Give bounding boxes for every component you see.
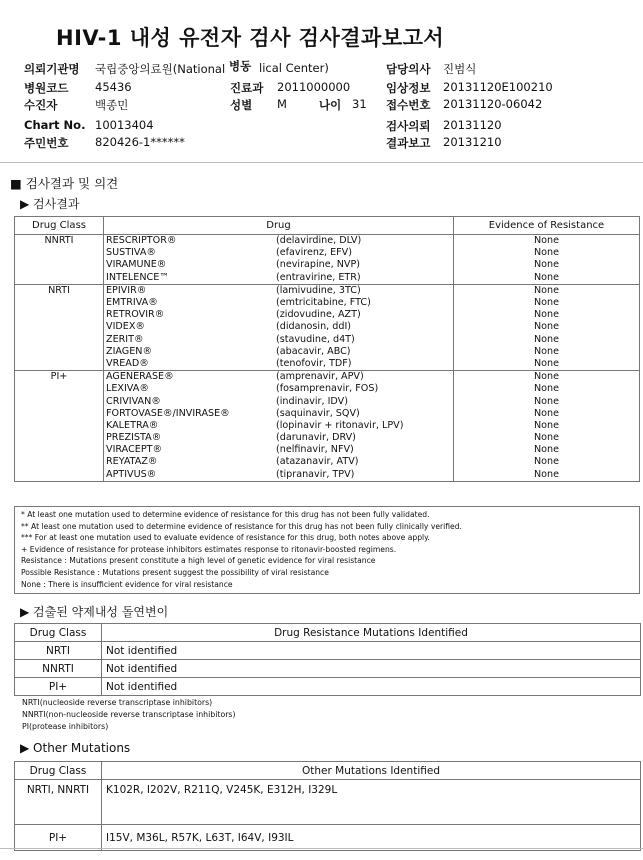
drug-brand-cell: KALETRA® bbox=[106, 419, 159, 431]
rrn-value: 820426-1****** bbox=[95, 135, 185, 149]
hospital-overlap: 병동 bbox=[229, 59, 252, 73]
evidence-cell: None bbox=[454, 297, 640, 309]
other-class-cell: NRTI, NNRTI bbox=[15, 780, 102, 825]
note-line: + Evidence of resistance for protease inhibitors estimates response to ritonavir-boosted regimens. bbox=[21, 544, 397, 554]
table-row bbox=[15, 334, 640, 346]
hosp-code-value: 45436 bbox=[95, 80, 132, 94]
sex-value: M bbox=[277, 97, 287, 111]
drug-class-cell bbox=[15, 383, 104, 395]
drug-brand-cell: PREZISTA® bbox=[106, 432, 162, 444]
clinical-label: 임상정보 bbox=[386, 81, 431, 95]
dept-value: 2011000000 bbox=[277, 80, 351, 94]
table-row bbox=[15, 272, 640, 285]
table-row bbox=[15, 309, 640, 321]
note-line: None : There is insufficient evidence for viral resistance bbox=[21, 579, 233, 589]
note-line: Possible Resistance : Mutations present suggest the possibility of viral resistance bbox=[21, 567, 329, 577]
table-row bbox=[15, 371, 640, 384]
resistance-table bbox=[14, 216, 640, 482]
mutations-header-row bbox=[15, 624, 641, 642]
drug-generic-cell: (nelfinavir, NFV) bbox=[276, 444, 354, 456]
drug-brand-cell: EPIVIR® bbox=[106, 284, 147, 296]
section-title: ■ 검사결과 및 의견 bbox=[10, 176, 119, 191]
drug-generic-cell: (tipranavir, TPV) bbox=[276, 469, 454, 482]
drug-class-cell bbox=[15, 247, 104, 259]
drug-class-cell bbox=[15, 309, 104, 321]
patient-info-header bbox=[0, 50, 643, 163]
chart-label: Chart No. bbox=[24, 118, 86, 132]
drug-brand-cell: CRIVIVAN® bbox=[106, 395, 161, 407]
abbreviation-line: NRTI(nucleoside reverse transcriptase inhibitors) bbox=[22, 698, 213, 707]
table-row bbox=[15, 297, 640, 309]
table-row bbox=[15, 395, 640, 407]
report-label: 결과보고 bbox=[386, 136, 431, 150]
abbreviation-line: PI(protease inhibitors) bbox=[22, 722, 109, 731]
table-row bbox=[15, 321, 640, 333]
drug-brand-cell: FORTOVASE®/INVIRASE® bbox=[106, 407, 230, 419]
hospital-tail: lical Center) bbox=[259, 61, 329, 75]
other-header-row bbox=[15, 762, 641, 780]
drug-brand-cell: REYATAZ® bbox=[106, 456, 158, 468]
other-value-cell: K102R, I202V, R211Q, V245K, E312H, I329L bbox=[102, 780, 641, 825]
drug-brand-cell: LEXIVA® bbox=[106, 383, 149, 395]
mut-value-cell: Not identified bbox=[102, 678, 641, 696]
mut-value-cell: Not identified bbox=[102, 660, 641, 678]
drug-brand-cell: ZIAGEN® bbox=[106, 345, 153, 357]
bottom-divider bbox=[0, 848, 643, 849]
table-row bbox=[15, 358, 640, 371]
col-drug-class: Drug Class bbox=[15, 217, 104, 235]
receipt-label: 접수번호 bbox=[386, 98, 431, 112]
drug-brand-cell: VIRACEPT® bbox=[106, 444, 163, 456]
evidence-cell: None bbox=[454, 371, 640, 384]
mut-class-cell: PI+ bbox=[15, 678, 102, 696]
note-line: * At least one mutation used to determine evidence of resistance for this drug has not been fully validated. bbox=[21, 510, 430, 519]
drug-class-cell: PI+ bbox=[15, 371, 104, 384]
drug-generic-cell: (lamivudine, 3TC) bbox=[276, 284, 361, 296]
table-row bbox=[15, 825, 641, 851]
drug-generic-cell: (entravirine, ETR) bbox=[276, 272, 454, 285]
mut-value-cell: Not identified bbox=[102, 642, 641, 660]
other-col-mutations: Other Mutations Identified bbox=[102, 762, 641, 780]
evidence-cell: None bbox=[454, 408, 640, 420]
other-class-cell: PI+ bbox=[15, 825, 102, 851]
receipt-value: 20131120-06042 bbox=[443, 97, 543, 111]
mut-col-mutations: Drug Resistance Mutations Identified bbox=[102, 624, 641, 642]
evidence-cell: None bbox=[454, 432, 640, 444]
evidence-cell: None bbox=[454, 334, 640, 346]
drug-brand-cell: ZERIT® bbox=[106, 333, 144, 345]
drug-generic-cell: (efavirenz, EFV) bbox=[276, 247, 352, 259]
evidence-cell: None bbox=[454, 420, 640, 432]
mut-class-cell: NNRTI bbox=[15, 660, 102, 678]
evidence-cell: None bbox=[454, 309, 640, 321]
drug-brand-cell: RETROVIR® bbox=[106, 309, 165, 321]
drug-generic-cell: (indinavir, IDV) bbox=[276, 395, 348, 407]
other-subtitle: ▶ Other Mutations bbox=[20, 741, 131, 755]
resistance-body bbox=[15, 235, 640, 482]
table-row bbox=[15, 444, 640, 456]
drug-generic-cell: (atazanavir, ATV) bbox=[276, 456, 359, 468]
table-row bbox=[15, 383, 640, 395]
other-value-cell: I15V, M36L, R57K, L63T, I64V, I93IL bbox=[102, 825, 641, 851]
drug-brand-cell: APTIVUS® bbox=[104, 469, 277, 482]
mut-col-class: Drug Class bbox=[15, 624, 102, 642]
table-row bbox=[15, 420, 640, 432]
drug-class-cell bbox=[15, 346, 104, 358]
table-row bbox=[15, 247, 640, 259]
dept-label: 진료과 bbox=[230, 81, 264, 95]
drug-class-cell bbox=[15, 408, 104, 420]
table-row bbox=[15, 660, 641, 678]
drug-brand-cell: AGENERASE® bbox=[106, 371, 174, 383]
clinical-value: 20131120E100210 bbox=[443, 80, 553, 94]
results-subtitle: ▶ 검사결과 bbox=[20, 197, 80, 211]
mut-class-cell: NRTI bbox=[15, 642, 102, 660]
chart-value: 10013404 bbox=[95, 118, 154, 132]
drug-class-cell bbox=[15, 358, 104, 371]
drug-class-cell bbox=[15, 334, 104, 346]
abbreviation-line: NNRTI(non-nucleoside reverse transcriptase inhibitors) bbox=[22, 710, 236, 719]
sex-label: 성별 bbox=[230, 98, 253, 112]
table-row bbox=[15, 456, 640, 468]
table-row bbox=[15, 346, 640, 358]
evidence-cell: None bbox=[454, 444, 640, 456]
table-row bbox=[15, 235, 640, 248]
table-row bbox=[15, 432, 640, 444]
resistance-notes bbox=[14, 506, 640, 594]
evidence-cell: None bbox=[454, 284, 640, 297]
other-col-class: Drug Class bbox=[15, 762, 102, 780]
hospital-value: 국립중앙의료원(National bbox=[95, 62, 226, 76]
drug-class-cell bbox=[15, 395, 104, 407]
patient-value: 백종민 bbox=[95, 98, 129, 112]
request-value: 20131120 bbox=[443, 118, 502, 132]
drug-generic-cell: (emtricitabine, FTC) bbox=[276, 297, 371, 309]
patient-label: 수진자 bbox=[24, 98, 58, 112]
note-line: ** At least one mutation used to determine evidence of resistance for this drug has not been fully clinically verified. bbox=[21, 521, 462, 531]
drug-class-cell bbox=[15, 420, 104, 432]
drug-brand-cell: VIRAMUNE® bbox=[106, 259, 167, 271]
drug-brand-cell: VREAD® bbox=[104, 358, 277, 371]
evidence-cell: None bbox=[454, 321, 640, 333]
drug-generic-cell: (stavudine, d4T) bbox=[276, 333, 355, 345]
drug-generic-cell: (fosamprenavir, FOS) bbox=[276, 383, 379, 395]
resistance-header-row bbox=[15, 217, 640, 235]
mutations-table bbox=[14, 623, 641, 696]
report-title: HIV-1 내성 유전자 검사 검사결과보고서 bbox=[56, 26, 445, 50]
drug-brand-cell: SUSTIVA® bbox=[106, 247, 156, 259]
mutations-subtitle: ▶ 검출된 약제내성 돌연변이 bbox=[20, 605, 169, 619]
drug-class-cell bbox=[15, 432, 104, 444]
doctor-label: 담당의사 bbox=[386, 62, 431, 76]
drug-class-cell: NRTI bbox=[15, 284, 104, 297]
other-mutations-table bbox=[14, 761, 641, 851]
drug-class-cell bbox=[15, 272, 104, 285]
drug-generic-cell: (darunavir, DRV) bbox=[276, 432, 356, 444]
drug-generic-cell: (tenofovir, TDF) bbox=[276, 358, 454, 371]
drug-generic-cell: (delavirdine, DLV) bbox=[276, 235, 362, 247]
drug-class-cell bbox=[15, 297, 104, 309]
note-line: *** For at least one mutation used to evaluate evidence of resistance for this drug, both notes above apply. bbox=[21, 533, 430, 543]
drug-generic-cell: (abacavir, ABC) bbox=[276, 345, 351, 357]
table-row bbox=[15, 678, 641, 696]
table-row bbox=[15, 642, 641, 660]
drug-class-cell bbox=[15, 444, 104, 456]
table-row bbox=[15, 259, 640, 271]
age-value: 31 bbox=[352, 97, 367, 111]
drug-generic-cell: (amprenavir, APV) bbox=[276, 371, 364, 383]
drug-brand-cell: EMTRIVA® bbox=[106, 297, 158, 309]
table-row bbox=[15, 780, 641, 825]
drug-class-cell bbox=[15, 321, 104, 333]
hospital-label: 의뢰기관명 bbox=[24, 62, 80, 76]
drug-generic-cell: (zidovudine, AZT) bbox=[276, 309, 361, 321]
age-label: 나이 bbox=[319, 98, 342, 112]
table-row bbox=[15, 469, 640, 482]
rrn-label: 주민번호 bbox=[24, 136, 69, 150]
drug-class-cell bbox=[15, 456, 104, 468]
evidence-cell: None bbox=[454, 456, 640, 468]
drug-class-cell bbox=[15, 259, 104, 271]
table-row bbox=[15, 284, 640, 297]
drug-brand-cell: RESCRIPTOR® bbox=[106, 235, 177, 247]
drug-class-cell: NNRTI bbox=[15, 235, 104, 248]
evidence-cell: None bbox=[454, 259, 640, 271]
note-line: Resistance : Mutations present constitute a high level of genetic evidence for viral resistance bbox=[21, 556, 376, 566]
evidence-cell: None bbox=[454, 247, 640, 259]
evidence-cell: None bbox=[454, 383, 640, 395]
hosp-code-label: 병원코드 bbox=[24, 81, 69, 95]
col-evidence: Evidence of Resistance bbox=[454, 217, 640, 235]
drug-generic-cell: (saquinavir, SQV) bbox=[276, 407, 360, 419]
evidence-cell: None bbox=[454, 272, 640, 285]
abbreviations bbox=[22, 697, 236, 733]
drug-class-cell bbox=[15, 469, 104, 482]
drug-brand-cell: VIDEX® bbox=[106, 321, 146, 333]
drug-generic-cell: (lopinavir + ritonavir, LPV) bbox=[276, 419, 404, 431]
evidence-cell: None bbox=[454, 469, 640, 482]
request-label: 검사의뢰 bbox=[386, 119, 431, 133]
evidence-cell: None bbox=[454, 235, 640, 248]
evidence-cell: None bbox=[454, 346, 640, 358]
drug-generic-cell: (nevirapine, NVP) bbox=[276, 259, 360, 271]
col-drug: Drug bbox=[104, 217, 454, 235]
doctor-value: 진범식 bbox=[443, 62, 477, 76]
drug-generic-cell: (didanosin, ddI) bbox=[276, 321, 352, 333]
evidence-cell: None bbox=[454, 358, 640, 371]
evidence-cell: None bbox=[454, 395, 640, 407]
report-value: 20131210 bbox=[443, 135, 502, 149]
table-row bbox=[15, 408, 640, 420]
drug-brand-cell: INTELENCE™ bbox=[104, 272, 277, 285]
